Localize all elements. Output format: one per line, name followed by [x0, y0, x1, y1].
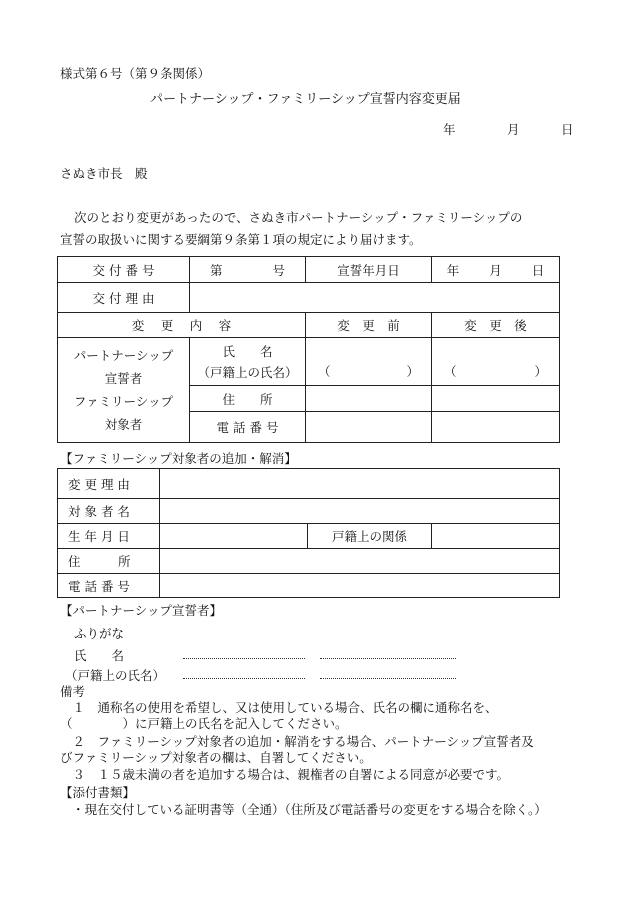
form-number: 様式第６号（第９条関係）	[60, 66, 211, 81]
birthdate-field[interactable]	[160, 524, 308, 549]
note-2-line-2: びファミリーシップ対象者の欄は、自署してください。	[60, 750, 372, 765]
name-before-field[interactable]	[306, 338, 432, 386]
oath-date-cell[interactable]	[432, 257, 560, 283]
before-label: 変 更 前	[306, 313, 432, 338]
attachment-item-1: ・現在交付している証明書等（全通）（住所及び電話番号の変更をする場合を除く。）	[72, 802, 547, 817]
after-label: 変 更 後	[432, 313, 560, 338]
oath-month-label: 月	[489, 262, 502, 278]
phone-after-field[interactable]	[432, 412, 560, 443]
before-paren-open: （	[318, 364, 331, 379]
form-title: パートナーシップ・ファミリーシップ宣誓内容変更届	[150, 92, 461, 107]
family-phone-field[interactable]	[160, 574, 560, 598]
phone-label: 電 話 番 号	[190, 412, 306, 443]
dai-label: 第	[210, 262, 223, 278]
family-label-1: ファミリーシップ	[73, 394, 174, 409]
family-table	[57, 468, 560, 598]
address-after-field[interactable]	[432, 386, 560, 412]
relation-field[interactable]	[432, 524, 560, 549]
attachments-heading: 【添付書類】	[60, 785, 136, 800]
partner-name-dotline-1[interactable]	[183, 658, 305, 659]
partner-name-label: 氏 名	[74, 648, 125, 663]
partner-registered-dotline-1[interactable]	[183, 678, 305, 679]
date-year-label: 年	[443, 122, 456, 137]
family-label-2: 対象者	[104, 417, 143, 432]
change-content-label: 変 更 内 容	[58, 313, 306, 338]
change-reason-label: 変 更 理 由	[58, 469, 160, 499]
go-label: 号	[272, 262, 285, 278]
address-before-field[interactable]	[306, 386, 432, 412]
applicant-type-label	[58, 338, 190, 443]
oath-day-label: 日	[531, 262, 545, 278]
partner-section-heading: 【パートナーシップ宣誓者】	[60, 603, 223, 618]
issue-reason-label: 交 付 理 由	[58, 283, 190, 313]
partner-name-dotline-2[interactable]	[320, 658, 456, 659]
before-paren-close: ）	[406, 364, 419, 379]
oath-date-label: 宣誓年月日	[306, 257, 432, 283]
partner-registered-dotline-2[interactable]	[320, 678, 456, 679]
intro-line-1: 次のとおり変更があったので、さぬき市パートナーシップ・ファミリーシップの	[74, 210, 523, 225]
after-paren-open: （	[444, 364, 457, 379]
addressee: さぬき市長 殿	[60, 166, 148, 181]
issue-number-cell[interactable]	[190, 257, 306, 283]
date-day-label: 日	[561, 122, 574, 137]
name-label-cell	[190, 338, 306, 386]
issue-reason-field[interactable]	[190, 283, 560, 313]
note-1-line-2: （ ）に戸籍上の氏名を記入してください。	[60, 716, 348, 731]
family-section-heading: 【ファミリーシップ対象者の追加・解消】	[60, 451, 297, 466]
target-name-label: 対 象 者 名	[58, 499, 160, 524]
target-name-field[interactable]	[160, 499, 560, 524]
partner-registered-name-label: （戸籍上の氏名）	[65, 668, 166, 683]
registered-name-label: （戸籍上の氏名）	[197, 364, 298, 380]
name-label: 氏 名	[222, 343, 273, 359]
birthdate-label: 生 年 月 日	[58, 524, 160, 549]
address-label: 住 所	[190, 386, 306, 412]
oath-year-label: 年	[446, 262, 460, 278]
date-month-label: 月	[507, 122, 520, 137]
note-2-line-1: ２ ファミリーシップ対象者の追加・解消をする場合、パートナーシップ宣誓者及	[60, 734, 534, 749]
partner-label-2: 宣誓者	[104, 371, 143, 386]
intro-line-2: 宣誓の取扱いに関する要綱第９条第１項の規定により届けます。	[60, 232, 422, 247]
issue-number-label: 交 付 番 号	[58, 257, 190, 283]
note-3: ３ １５歳未満の者を追加する場合は、親権者の自署による同意が必要です。	[60, 767, 510, 782]
change-reason-field[interactable]	[160, 469, 560, 499]
note-1-line-1: １ 通称名の使用を希望し、又は使用している場合、氏名の欄に通称名を、	[60, 700, 498, 715]
furigana-label: ふりがな	[74, 626, 125, 641]
family-phone-label: 電 話 番 号	[58, 574, 160, 598]
main-table	[57, 256, 560, 443]
name-after-field[interactable]	[432, 338, 560, 386]
family-address-field[interactable]	[160, 549, 560, 574]
phone-before-field[interactable]	[306, 412, 432, 443]
notes-heading: 備考	[60, 684, 86, 699]
partner-label-1: パートナーシップ	[73, 348, 174, 363]
family-address-label: 住 所	[58, 549, 160, 574]
relation-label: 戸籍上の関係	[308, 524, 432, 549]
after-paren-close: ）	[534, 364, 547, 379]
